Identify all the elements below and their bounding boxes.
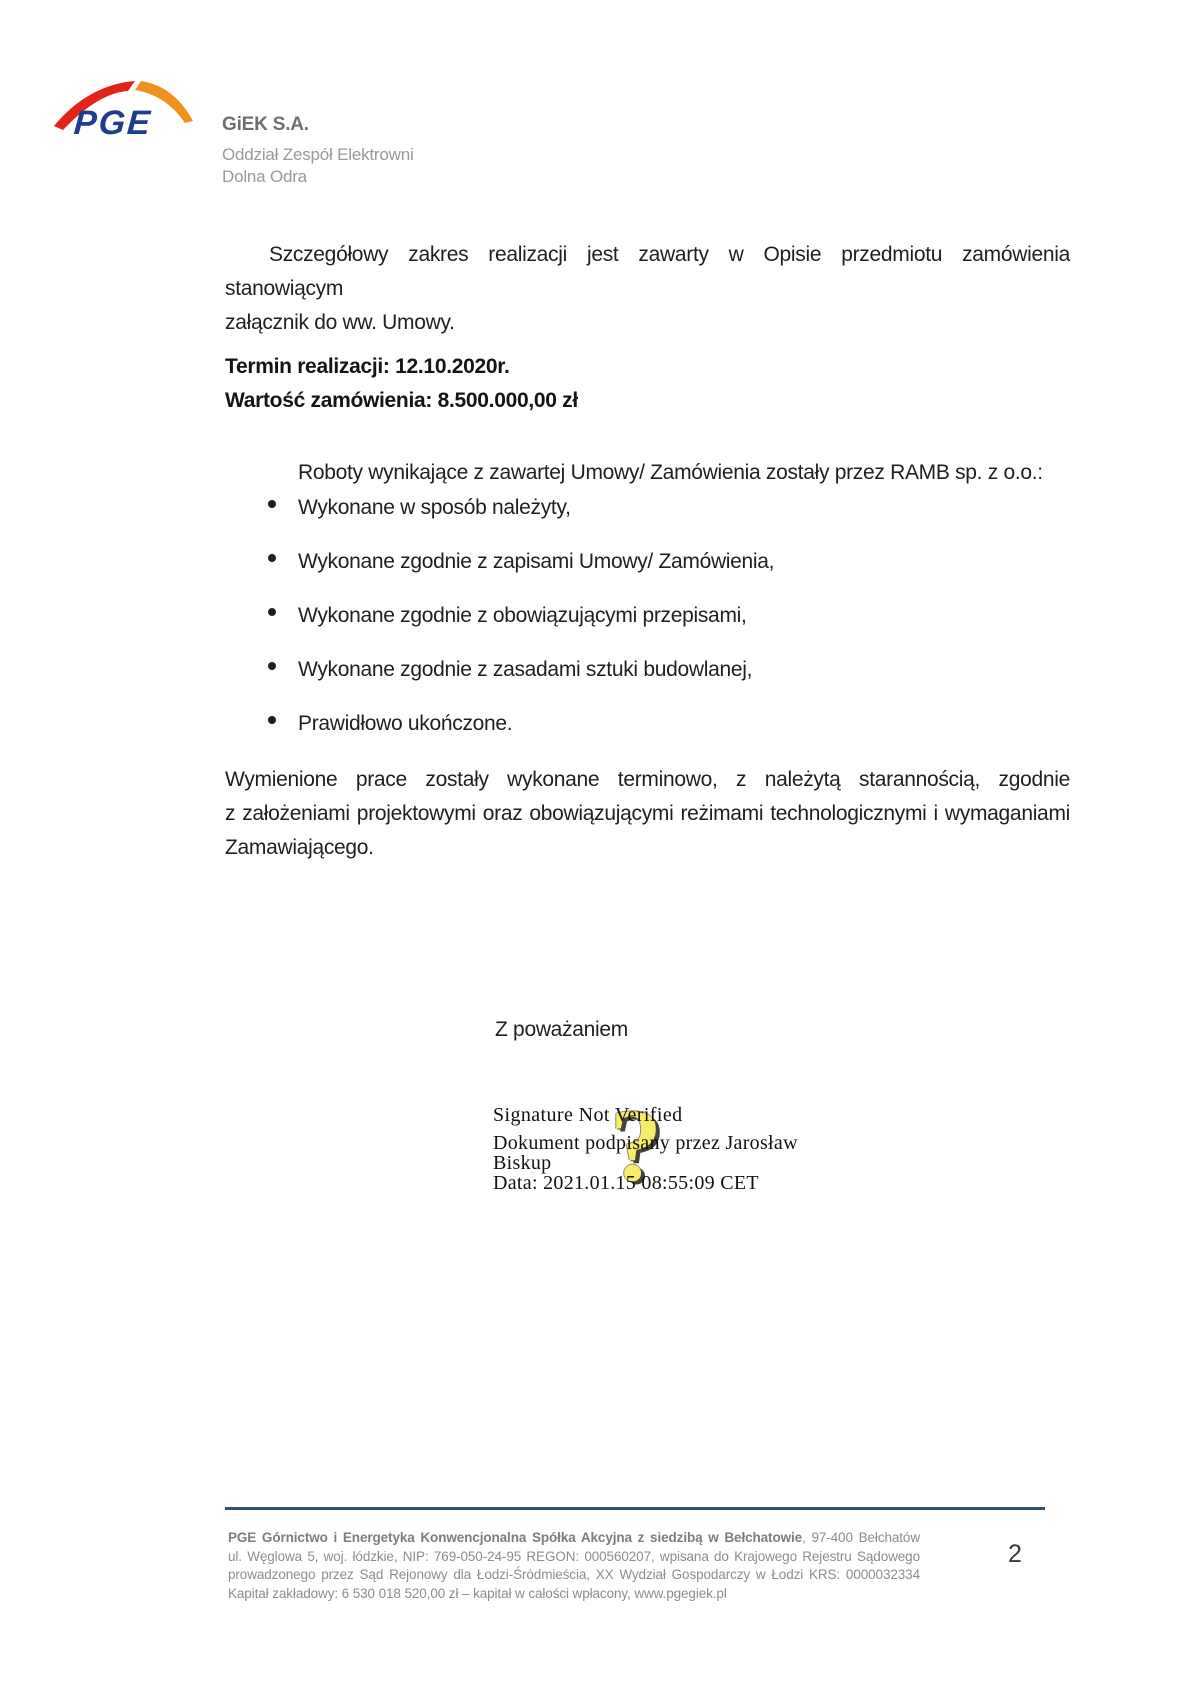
signature-date: Data: 2021.01.15 08:55:09 CET xyxy=(493,1172,759,1194)
signer-line-2: Biskup xyxy=(493,1152,552,1174)
order-value-line: Wartość zamówienia: 8.500.000,00 zł xyxy=(225,389,578,412)
deadline-line: Termin realizacji: 12.10.2020r. xyxy=(225,355,510,378)
bullet-text: Wykonane zgodnie z obowiązującymi przepisami, xyxy=(298,604,747,627)
paragraph-closing-line-3: Zamawiającego. xyxy=(225,836,374,859)
footer-company-info xyxy=(228,1529,920,1603)
footer-company-name: PGE Górnictwo i Energetyka Konwencjonalna Spółka Akcyjna z siedzibą w Bełchatowie xyxy=(228,1530,803,1545)
paragraph-scope-line-1: Szczegółowy zakres realizacji jest zawarty w Opisie przedmiotu zamówienia stanowiącym xyxy=(225,243,1070,300)
bullet-text: Wykonane zgodnie z zasadami sztuki budowlanej, xyxy=(298,658,753,681)
pge-brand-wordmark: PGE xyxy=(72,104,154,142)
bullet-text: Wykonane zgodnie z zapisami Umowy/ Zamówienia, xyxy=(298,550,775,573)
list-item xyxy=(225,545,1070,599)
bullet-text: Wykonane w sposób należyty, xyxy=(298,496,571,519)
footer-line-4: Kapitał zakładowy: 6 530 018 520,00 zł – kapitał w całości wpłacony, www.pgegiek.pl xyxy=(228,1585,727,1601)
paragraph-scope xyxy=(225,238,1070,340)
list-item xyxy=(225,491,1070,545)
list-item xyxy=(225,707,1070,761)
list-item xyxy=(225,653,1070,707)
paragraph-closing-line-1: Wymienione prace zostały wykonane terminowo, z należytą starannością, zgodnie xyxy=(225,768,1070,791)
company-division xyxy=(222,144,414,188)
footer-company-city: , 97-400 Bełchatów xyxy=(802,1530,920,1545)
works-intro-line: Roboty wynikające z zawartej Umowy/ Zamówienia zostały przez RAMB sp. z o.o.: xyxy=(298,461,1043,484)
works-bullet-list xyxy=(225,491,1070,761)
signer-line-1: Dokument podpisany przez Jarosław xyxy=(493,1132,798,1154)
bullet-text: Prawidłowo ukończone. xyxy=(298,712,513,735)
signature-signer xyxy=(493,1133,798,1173)
page-number: 2 xyxy=(1008,1540,1022,1568)
question-mark-icon: ? xyxy=(610,1088,662,1203)
footer-line-1 xyxy=(228,1529,920,1548)
valediction: Z poważaniem xyxy=(495,1018,628,1041)
footer-divider xyxy=(225,1507,1045,1510)
paragraph-closing-line-2: z założeniami projektowymi oraz obowiązującymi reżimami technologicznymi i wymaganiami xyxy=(225,802,1070,825)
paragraph-scope-line-2: załącznik do ww. Umowy. xyxy=(225,311,455,334)
paragraph-closing xyxy=(225,763,1070,865)
company-name: GiEK S.A. xyxy=(222,114,309,135)
division-line-1: Oddział Zespół Elektrowni xyxy=(222,145,414,164)
footer-line-2: ul. Węglowa 5, woj. łódzkie, NIP: 769-050-24-95 REGON: 000560207, wpisana do Krajowego Rejestru Sądowego xyxy=(228,1548,920,1564)
division-line-2: Dolna Odra xyxy=(222,167,307,186)
footer-line-3: prowadzonego przez Sąd Rejonowy dla Łodzi-Śródmieścia, XX Wydział Gospodarczy w Łodzi KRS: 0000032334 xyxy=(228,1567,920,1582)
signature-status: Signature Not Verified xyxy=(493,1104,683,1126)
list-item xyxy=(225,599,1070,653)
